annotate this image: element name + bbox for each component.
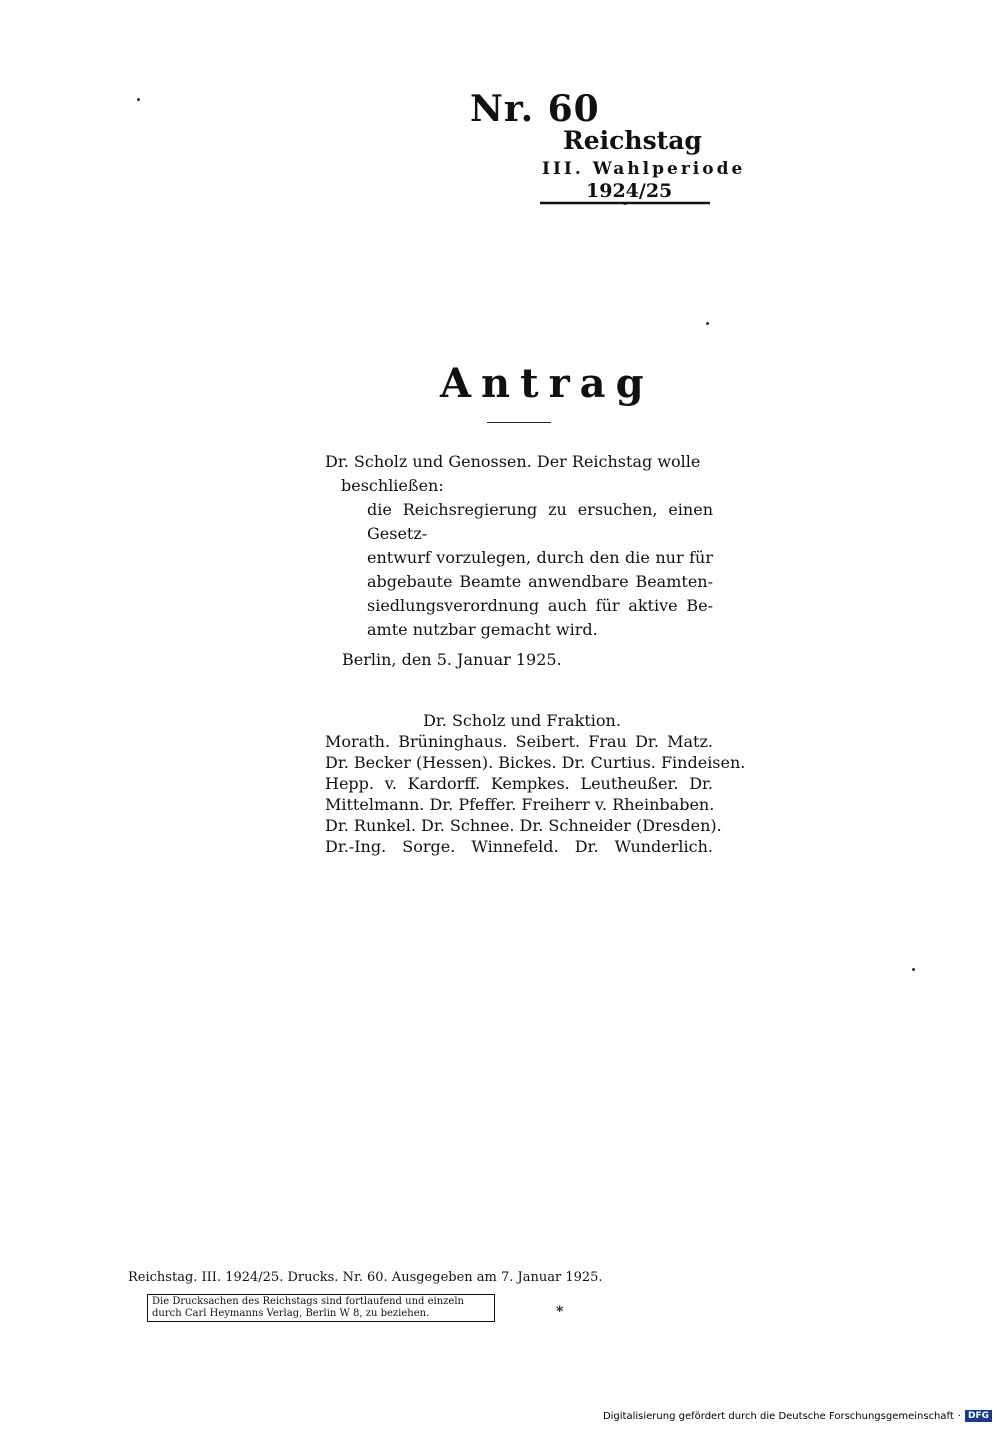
resolution-line: abgebaute Beamte anwendbare Beamten- (367, 572, 713, 591)
scan-speck (706, 322, 709, 325)
dateline: Berlin, den 5. Januar 1925. (342, 650, 562, 669)
signatory-line: Morath. Brüninghaus. Seibert. Frau Dr. Matz. (325, 732, 713, 751)
distribution-notice (147, 1294, 495, 1322)
footer-text: Digitalisierung gefördert durch die Deutsche Forschungsgemeinschaft (602, 1410, 954, 1422)
parliament-name: Reichstag (563, 126, 702, 155)
footer-separator: · (957, 1410, 961, 1422)
resolution-block (325, 498, 713, 642)
resolution-line: amte nutzbar gemacht wird. (367, 620, 598, 639)
motion-text (325, 450, 713, 642)
notice-line: durch Carl Heymanns Verlag, Berlin W 8, zu beziehen. (152, 1308, 430, 1319)
scan-speck (137, 98, 140, 101)
title-rule (487, 422, 551, 423)
signatories-head: Dr. Scholz und Fraktion. (423, 711, 621, 730)
notice-line: Die Drucksachen des Reichstags sind fortlaufend und einzeln (152, 1296, 464, 1307)
document-number: Nr. 60 (470, 88, 600, 130)
signatory-line: Hepp. v. Kardorff. Kempkes. Leutheußer. Dr. (325, 774, 713, 793)
asterisk-mark: * (556, 1304, 564, 1320)
motion-intro-line: Dr. Scholz und Genossen. Der Reichstag wolle (325, 452, 701, 471)
header-rule (540, 201, 710, 205)
document-title: Antrag (440, 360, 654, 407)
resolution-line: entwurf vorzulegen, durch den die nur für (367, 548, 713, 567)
footer (603, 1410, 992, 1422)
resolution-line: siedlungsverordnung auch für aktive Be- (367, 596, 713, 615)
legislative-period: III. Wahlperiode (542, 159, 746, 179)
scan-speck (912, 968, 915, 971)
period-years: 1924/25 (586, 180, 673, 202)
signatory-line: Dr.-Ing. Sorge. Winnefeld. Dr. Wunderlich. (325, 837, 713, 856)
signatory-line: Dr. Becker (Hessen). Bickes. Dr. Curtius. Findeisen. (325, 753, 746, 772)
signatory-line: Mittelmann. Dr. Pfeffer. Freiherr v. Rheinbaben. (325, 795, 715, 814)
signatory-line: Dr. Runkel. Dr. Schnee. Dr. Schneider (Dresden). (325, 816, 722, 835)
motion-intro-line: beschließen: (341, 476, 444, 495)
imprint: Reichstag. III. 1924/25. Drucks. Nr. 60. Ausgegeben am 7. Januar 1925. (128, 1270, 603, 1285)
dfg-logo: DFG (965, 1410, 992, 1422)
signatories (325, 710, 746, 857)
resolution-line: die Reichsregierung zu ersuchen, einen Gesetz- (367, 500, 713, 543)
